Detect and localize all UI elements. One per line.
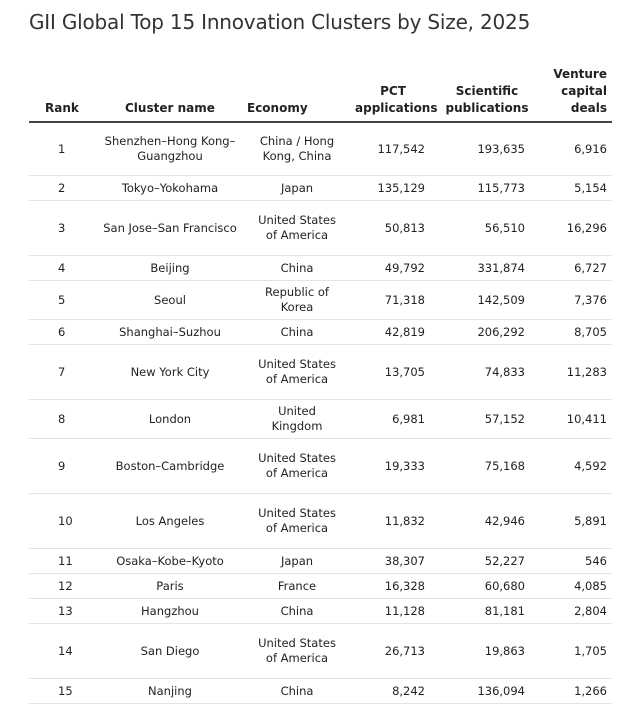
cell-pct-applications: 49,792 — [349, 256, 437, 281]
table-row — [29, 599, 612, 624]
table-row — [29, 201, 612, 256]
cell-cluster-name: Tokyo–Yokohama — [95, 176, 245, 201]
cell-cluster-name: London — [95, 400, 245, 439]
cell-cluster-name: Nanjing — [95, 679, 245, 704]
cell-scientific-publications: 136,094 — [437, 679, 537, 704]
cell-pct-applications: 6,981 — [349, 400, 437, 439]
table-row — [29, 549, 612, 574]
cell-venture-capital-deals: 11,283 — [537, 345, 612, 400]
table-row — [29, 494, 612, 549]
header-scientific-publications: Scientific publications — [437, 66, 537, 122]
cell-economy: Republic of Korea — [245, 281, 349, 320]
cell-cluster-name: New York City — [95, 345, 245, 400]
cell-economy: China — [245, 320, 349, 345]
table-row — [29, 320, 612, 345]
table-row — [29, 679, 612, 704]
cell-pct-applications: 16,328 — [349, 574, 437, 599]
header-row — [29, 66, 612, 122]
table-row — [29, 345, 612, 400]
cell-scientific-publications: 74,833 — [437, 345, 537, 400]
cell-economy: United States of America — [245, 201, 349, 256]
cell-economy: United States of America — [245, 624, 349, 679]
cell-pct-applications: 11,832 — [349, 494, 437, 549]
cell-rank: 5 — [29, 281, 95, 320]
cell-economy: United States of America — [245, 439, 349, 494]
cell-economy: China — [245, 256, 349, 281]
cell-venture-capital-deals: 10,411 — [537, 400, 612, 439]
cell-scientific-publications: 206,292 — [437, 320, 537, 345]
cell-venture-capital-deals: 4,085 — [537, 574, 612, 599]
cell-rank: 3 — [29, 201, 95, 256]
cell-economy: United States of America — [245, 345, 349, 400]
table-row — [29, 624, 612, 679]
header-cluster-name: Cluster name — [95, 66, 245, 122]
cell-scientific-publications: 75,168 — [437, 439, 537, 494]
cell-scientific-publications: 60,680 — [437, 574, 537, 599]
header-rank: Rank — [29, 66, 95, 122]
cell-rank: 7 — [29, 345, 95, 400]
cell-venture-capital-deals: 2,804 — [537, 599, 612, 624]
table-row — [29, 574, 612, 599]
cell-pct-applications: 50,813 — [349, 201, 437, 256]
cell-cluster-name: Beijing — [95, 256, 245, 281]
cell-scientific-publications: 331,874 — [437, 256, 537, 281]
table-row — [29, 122, 612, 176]
table-row — [29, 256, 612, 281]
cell-pct-applications: 19,333 — [349, 439, 437, 494]
cell-economy: United Kingdom — [245, 400, 349, 439]
cell-scientific-publications: 56,510 — [437, 201, 537, 256]
cell-pct-applications: 71,318 — [349, 281, 437, 320]
cell-rank: 11 — [29, 549, 95, 574]
cell-scientific-publications: 19,863 — [437, 624, 537, 679]
cell-venture-capital-deals: 1,266 — [537, 679, 612, 704]
header-pct-applications: PCT applications — [349, 66, 437, 122]
cell-economy: China / Hong Kong, China — [245, 122, 349, 176]
cell-rank: 9 — [29, 439, 95, 494]
cell-cluster-name: San Diego — [95, 624, 245, 679]
cell-pct-applications: 117,542 — [349, 122, 437, 176]
cell-pct-applications: 26,713 — [349, 624, 437, 679]
cell-cluster-name: Paris — [95, 574, 245, 599]
cell-venture-capital-deals: 8,705 — [537, 320, 612, 345]
cell-cluster-name: Shanghai–Suzhou — [95, 320, 245, 345]
header-venture-capital-deals: Venture capital deals — [537, 66, 612, 122]
cell-rank: 15 — [29, 679, 95, 704]
cell-scientific-publications: 142,509 — [437, 281, 537, 320]
cell-pct-applications: 8,242 — [349, 679, 437, 704]
cell-venture-capital-deals: 1,705 — [537, 624, 612, 679]
cell-pct-applications: 38,307 — [349, 549, 437, 574]
cell-scientific-publications: 52,227 — [437, 549, 537, 574]
table-row — [29, 439, 612, 494]
header-economy: Economy — [245, 66, 349, 122]
clusters-table — [29, 66, 612, 704]
cell-venture-capital-deals: 5,154 — [537, 176, 612, 201]
cell-venture-capital-deals: 5,891 — [537, 494, 612, 549]
cell-scientific-publications: 115,773 — [437, 176, 537, 201]
cell-rank: 2 — [29, 176, 95, 201]
cell-pct-applications: 42,819 — [349, 320, 437, 345]
table-row — [29, 281, 612, 320]
table-row — [29, 176, 612, 201]
cell-scientific-publications: 193,635 — [437, 122, 537, 176]
cell-scientific-publications: 81,181 — [437, 599, 537, 624]
cell-venture-capital-deals: 16,296 — [537, 201, 612, 256]
cell-venture-capital-deals: 4,592 — [537, 439, 612, 494]
cell-rank: 1 — [29, 122, 95, 176]
cell-scientific-publications: 42,946 — [437, 494, 537, 549]
cell-rank: 10 — [29, 494, 95, 549]
cell-cluster-name: Seoul — [95, 281, 245, 320]
cell-cluster-name: Boston–Cambridge — [95, 439, 245, 494]
table-title: GII Global Top 15 Innovation Clusters by Size, 2025 — [29, 10, 531, 34]
cell-venture-capital-deals: 546 — [537, 549, 612, 574]
cell-rank: 12 — [29, 574, 95, 599]
cell-cluster-name: Los Angeles — [95, 494, 245, 549]
cell-scientific-publications: 57,152 — [437, 400, 537, 439]
cell-cluster-name: San Jose–San Francisco — [95, 201, 245, 256]
cell-venture-capital-deals: 7,376 — [537, 281, 612, 320]
cell-venture-capital-deals: 6,727 — [537, 256, 612, 281]
table-row — [29, 400, 612, 439]
cell-cluster-name: Hangzhou — [95, 599, 245, 624]
cell-rank: 14 — [29, 624, 95, 679]
cell-economy: United States of America — [245, 494, 349, 549]
cell-economy: China — [245, 599, 349, 624]
cell-rank: 4 — [29, 256, 95, 281]
cell-pct-applications: 11,128 — [349, 599, 437, 624]
cell-pct-applications: 13,705 — [349, 345, 437, 400]
cell-cluster-name: Osaka–Kobe–Kyoto — [95, 549, 245, 574]
cell-economy: China — [245, 679, 349, 704]
cell-rank: 6 — [29, 320, 95, 345]
cell-venture-capital-deals: 6,916 — [537, 122, 612, 176]
cell-cluster-name: Shenzhen–Hong Kong–Guangzhou — [95, 122, 245, 176]
cell-pct-applications: 135,129 — [349, 176, 437, 201]
cell-rank: 13 — [29, 599, 95, 624]
cell-economy: Japan — [245, 549, 349, 574]
cell-economy: France — [245, 574, 349, 599]
cell-economy: Japan — [245, 176, 349, 201]
cell-rank: 8 — [29, 400, 95, 439]
